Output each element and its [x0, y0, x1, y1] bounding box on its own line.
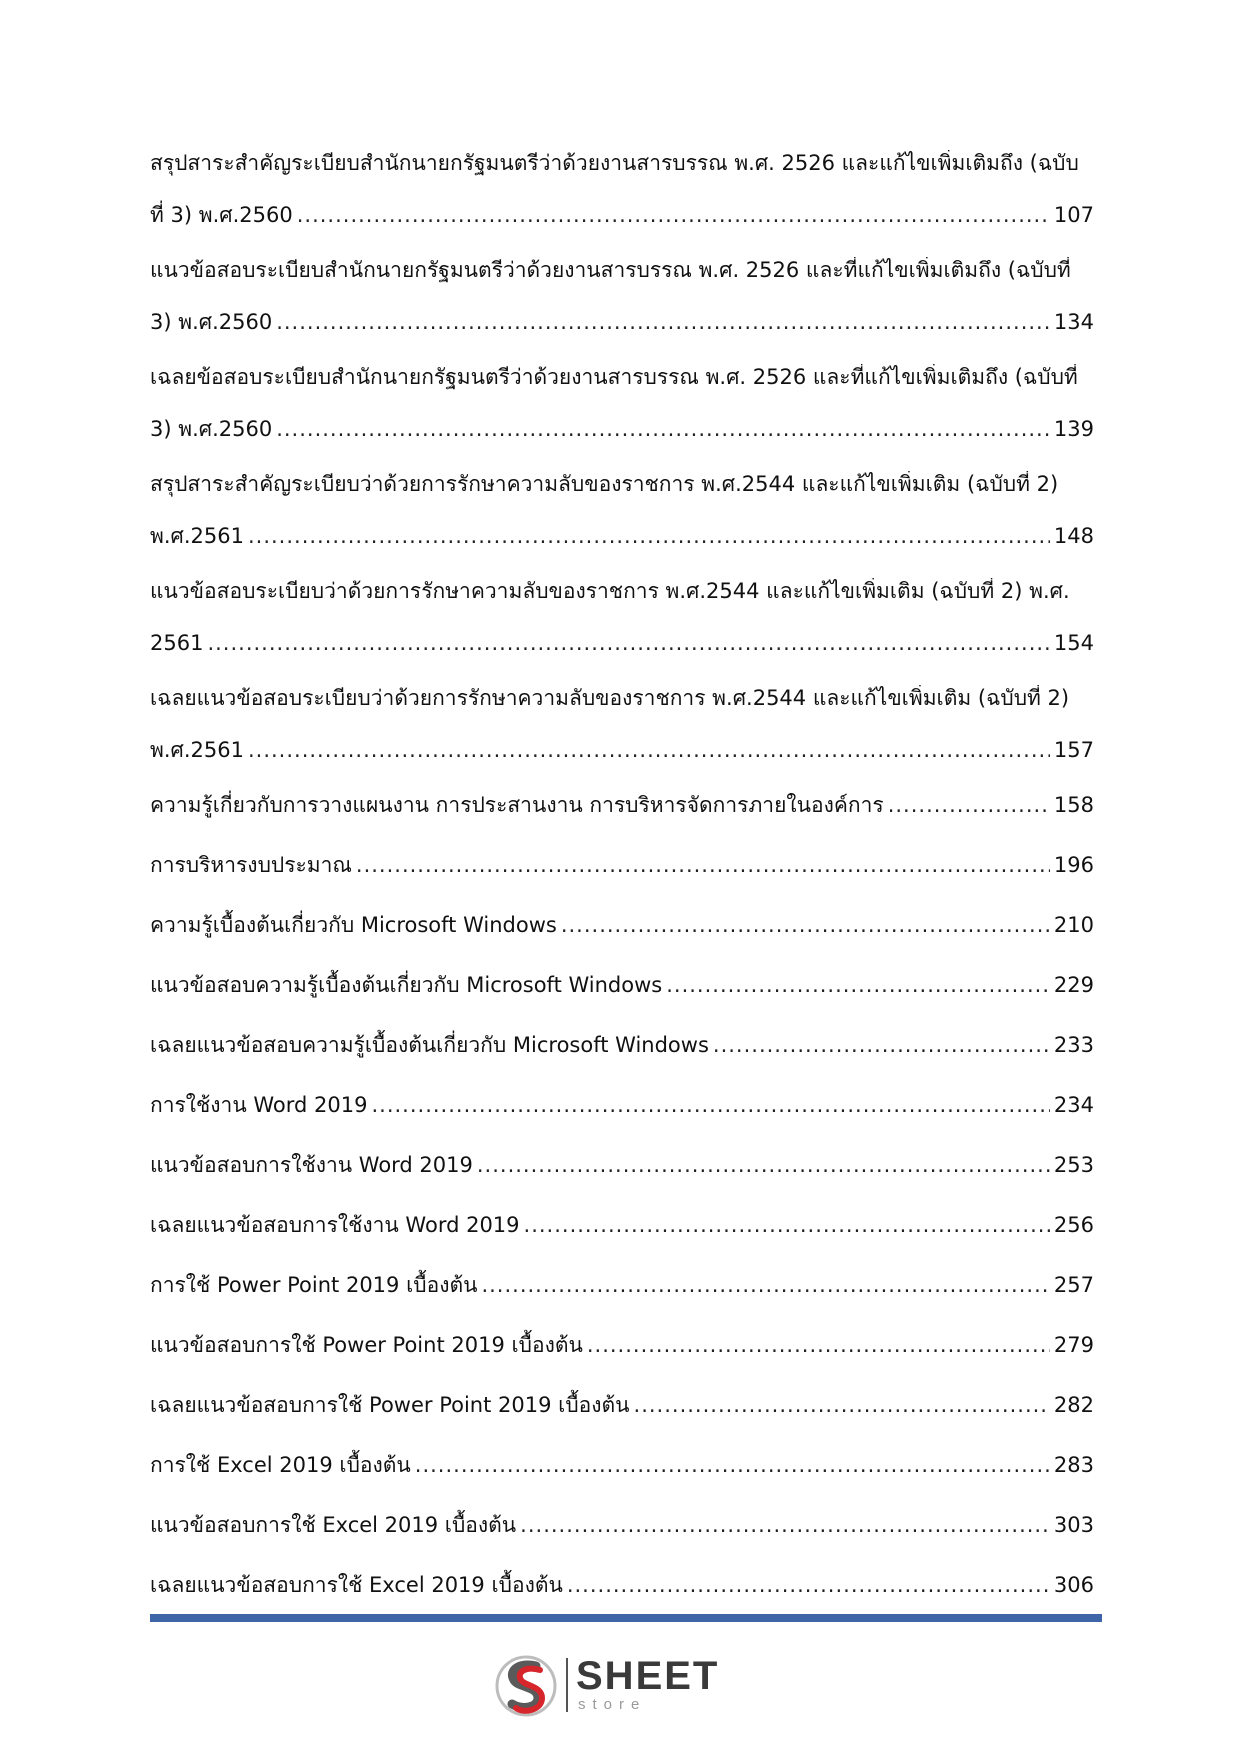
dot-leader — [713, 1032, 1050, 1058]
dot-leader — [415, 1452, 1050, 1478]
dot-leader — [276, 416, 1050, 442]
toc-entry-row — [150, 1392, 1094, 1418]
dot-leader — [248, 737, 1050, 763]
toc-page-number: 283 — [1053, 1453, 1094, 1477]
toc-entry-title: เฉลยแนวข้อสอบการใช้งาน Word 2019 — [150, 1213, 520, 1237]
toc-entry-title: การใช้ Power Point 2019 เบื้องต้น — [150, 1273, 478, 1297]
toc-entry-row — [150, 202, 1094, 228]
toc-entry-row — [150, 1332, 1094, 1358]
toc-entry-title: แนวข้อสอบระเบียบสำนักนายกรัฐมนตรีว่าด้วยงานสารบรรณ พ.ศ. 2526 และที่แก้ไขเพิ่มเติมถึง (ฉบับที่ — [150, 258, 1071, 282]
dot-leader — [207, 630, 1049, 656]
toc-page-number: 148 — [1053, 524, 1094, 548]
toc-page-number: 157 — [1053, 738, 1094, 762]
toc-entry-row — [150, 523, 1094, 549]
toc-entry[interactable] — [150, 1392, 1094, 1418]
dot-leader — [248, 523, 1050, 549]
toc-entry-title-continued: พ.ศ.2561 — [150, 738, 244, 762]
toc-entry[interactable] — [150, 1092, 1094, 1118]
toc-entry-row — [150, 792, 1094, 818]
toc-page-number: 139 — [1053, 417, 1094, 441]
toc-entry-title: แนวข้อสอบการใช้ Excel 2019 เบื้องต้น — [150, 1513, 517, 1537]
toc-entry[interactable] — [150, 1512, 1094, 1538]
sheet-store-logo — [494, 1652, 744, 1720]
toc-entry-title-continued: ที่ 3) พ.ศ.2560 — [150, 203, 293, 227]
toc-entry-row — [150, 1032, 1094, 1058]
toc-entry-row — [150, 1512, 1094, 1538]
dot-leader — [587, 1332, 1050, 1358]
toc-entry[interactable] — [150, 852, 1094, 878]
dot-leader — [481, 1272, 1049, 1298]
dot-leader — [477, 1152, 1050, 1178]
toc-page-number: 256 — [1053, 1213, 1094, 1237]
toc-entry-row — [150, 1092, 1094, 1118]
logo-subtitle: store — [578, 1696, 647, 1713]
toc-entry-title-continued: 3) พ.ศ.2560 — [150, 417, 273, 441]
toc-entry[interactable] — [150, 685, 1094, 763]
toc-page-number: 210 — [1053, 913, 1094, 937]
toc-entry-row — [150, 630, 1094, 656]
toc-page-number: 158 — [1053, 793, 1094, 817]
toc-page-number: 279 — [1053, 1333, 1094, 1357]
toc-entry-title-continued: พ.ศ.2561 — [150, 524, 244, 548]
toc-page-number: 107 — [1053, 203, 1094, 227]
toc-entry[interactable] — [150, 1032, 1094, 1058]
toc-entry[interactable] — [150, 1152, 1094, 1178]
toc-entry-row — [150, 1212, 1094, 1238]
dot-leader — [356, 852, 1050, 878]
toc-entry-title: แนวข้อสอบการใช้งาน Word 2019 — [150, 1153, 473, 1177]
dot-leader — [524, 1212, 1050, 1238]
toc-entry-row — [150, 1152, 1094, 1178]
toc-entry-row — [150, 912, 1094, 938]
toc-entry-title: แนวข้อสอบระเบียบว่าด้วยการรักษาความลับของราชการ พ.ศ.2544 และแก้ไขเพิ่มเติม (ฉบับที่ 2) พ.ศ. — [150, 579, 1070, 603]
dot-leader — [634, 1392, 1050, 1418]
toc-entry[interactable] — [150, 578, 1094, 656]
toc-entry-title: แนวข้อสอบความรู้เบื้องต้นเกี่ยวกับ Microsoft Windows — [150, 973, 663, 997]
toc-entry[interactable] — [150, 1572, 1094, 1598]
toc-page-number: 233 — [1053, 1033, 1094, 1057]
toc-page-number: 229 — [1053, 973, 1094, 997]
dot-leader — [888, 792, 1050, 818]
toc-page-number: 134 — [1053, 310, 1094, 334]
logo-separator — [566, 1658, 568, 1712]
logo-wordmark: SHEET — [576, 1654, 720, 1698]
toc-page-number: 282 — [1053, 1393, 1094, 1417]
toc-entry-title: การบริหารงบประมาณ — [150, 853, 352, 877]
footer-divider — [150, 1614, 1102, 1622]
dot-leader — [276, 309, 1050, 335]
toc-entry-title: เฉลยแนวข้อสอบระเบียบว่าด้วยการรักษาความลับของราชการ พ.ศ.2544 และแก้ไขเพิ่มเติม (ฉบับที่ 2) — [150, 686, 1070, 710]
toc-page-number: 303 — [1053, 1513, 1094, 1537]
toc-entry-row — [150, 1572, 1094, 1598]
dot-leader — [371, 1092, 1049, 1118]
toc-page-number: 234 — [1053, 1093, 1094, 1117]
toc-entry-row — [150, 737, 1094, 763]
toc-page-number: 306 — [1053, 1573, 1094, 1597]
toc-page-number: 257 — [1053, 1273, 1094, 1297]
toc-entry-title: การใช้งาน Word 2019 — [150, 1093, 368, 1117]
toc-entry-title-continued: 3) พ.ศ.2560 — [150, 310, 273, 334]
toc-page-number: 196 — [1053, 853, 1094, 877]
toc-entry-title: เฉลยแนวข้อสอบการใช้ Excel 2019 เบื้องต้น — [150, 1573, 563, 1597]
toc-page-number: 154 — [1053, 631, 1094, 655]
dot-leader — [561, 912, 1050, 938]
toc-entry[interactable] — [150, 972, 1094, 998]
sheet-store-s-icon — [494, 1652, 558, 1720]
dot-leader — [297, 202, 1050, 228]
toc-entry[interactable] — [150, 1332, 1094, 1358]
toc-entry-title-continued: 2561 — [150, 631, 204, 655]
toc-entry-title: เฉลยแนวข้อสอบความรู้เบื้องต้นเกี่ยวกับ Microsoft Windows — [150, 1033, 709, 1057]
toc-entry-row — [150, 972, 1094, 998]
toc-entry[interactable] — [150, 257, 1094, 335]
toc-entry-row — [150, 1272, 1094, 1298]
table-of-contents — [150, 150, 1094, 1632]
toc-entry[interactable] — [150, 792, 1094, 818]
toc-entry-title: สรุปสาระสำคัญระเบียบว่าด้วยการรักษาความลับของราชการ พ.ศ.2544 และแก้ไขเพิ่มเติม (ฉบับที่ 2) — [150, 472, 1059, 496]
toc-entry-row — [150, 416, 1094, 442]
toc-entry-title: แนวข้อสอบการใช้ Power Point 2019 เบื้องต้น — [150, 1333, 583, 1357]
toc-entry-row — [150, 309, 1094, 335]
dot-leader — [520, 1512, 1050, 1538]
toc-entry-title: สรุปสาระสำคัญระเบียบสำนักนายกรัฐมนตรีว่าด้วยงานสารบรรณ พ.ศ. 2526 และแก้ไขเพิ่มเติมถึง (ฉบับ — [150, 151, 1079, 175]
toc-page-number: 253 — [1053, 1153, 1094, 1177]
toc-entry[interactable] — [150, 912, 1094, 938]
toc-entry[interactable] — [150, 364, 1094, 442]
toc-entry-title: ความรู้เบื้องต้นเกี่ยวกับ Microsoft Windows — [150, 913, 557, 937]
toc-entry-title: ความรู้เกี่ยวกับการวางแผนงาน การประสานงาน การบริหารจัดการภายในองค์การ — [150, 793, 884, 817]
dot-leader — [567, 1572, 1050, 1598]
toc-entry-title: การใช้ Excel 2019 เบื้องต้น — [150, 1453, 411, 1477]
toc-entry[interactable] — [150, 150, 1094, 228]
toc-entry[interactable] — [150, 1212, 1094, 1238]
toc-entry[interactable] — [150, 471, 1094, 549]
toc-entry-row — [150, 1452, 1094, 1478]
toc-entry[interactable] — [150, 1272, 1094, 1298]
toc-entry[interactable] — [150, 1452, 1094, 1478]
toc-entry-title: เฉลยข้อสอบระเบียบสำนักนายกรัฐมนตรีว่าด้วยงานสารบรรณ พ.ศ. 2526 และที่แก้ไขเพิ่มเติมถึง (ฉบับที่ — [150, 365, 1078, 389]
toc-entry-row — [150, 852, 1094, 878]
dot-leader — [666, 972, 1050, 998]
toc-entry-title: เฉลยแนวข้อสอบการใช้ Power Point 2019 เบื้องต้น — [150, 1393, 630, 1417]
